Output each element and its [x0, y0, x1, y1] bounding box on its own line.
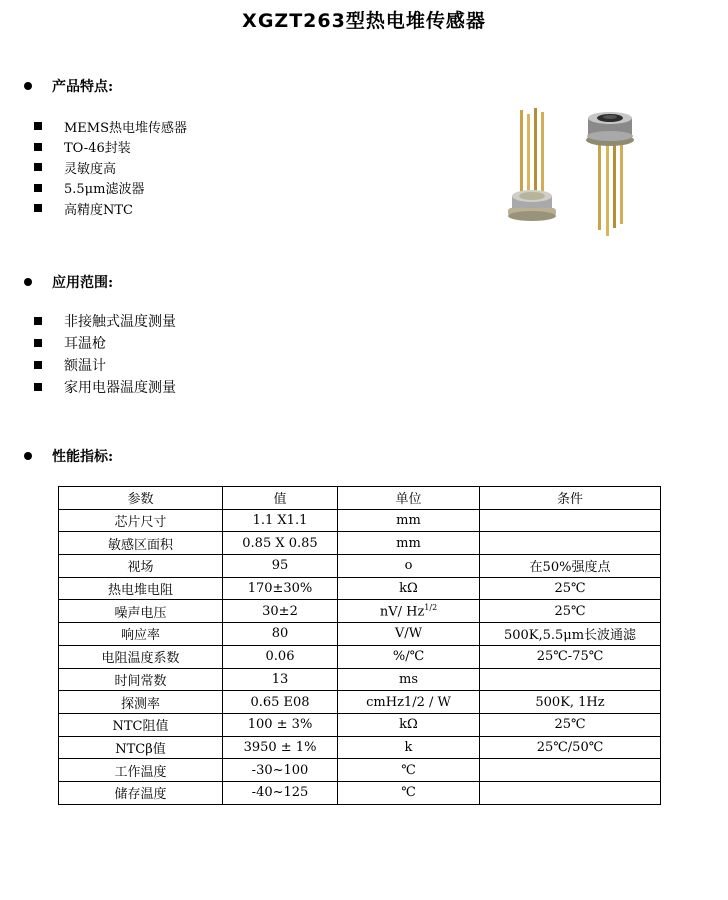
page-title: XGZT263型热电堆传感器	[242, 10, 486, 32]
header-cell: 条件	[480, 487, 661, 510]
cell-text: 视场	[127, 560, 154, 576]
square-bullet-icon	[34, 163, 42, 171]
applications-heading-label: 应用范围:	[52, 275, 114, 291]
cell-text: 95	[271, 558, 289, 574]
table-row	[59, 691, 661, 714]
list-item	[34, 310, 176, 332]
table-cell	[59, 668, 223, 691]
cell-text: 80	[271, 626, 289, 642]
list-item	[34, 157, 187, 178]
table-cell	[480, 713, 661, 736]
list-item	[34, 137, 187, 158]
table-row	[59, 736, 661, 759]
sensor-right-image	[586, 112, 634, 236]
cell-text: 25℃	[554, 581, 586, 597]
bullet-dot-icon	[24, 82, 32, 90]
table-cell	[480, 600, 661, 623]
table-cell	[338, 600, 480, 623]
list-item	[34, 116, 187, 137]
table-cell	[223, 577, 338, 600]
table-cell	[480, 555, 661, 578]
cell-text: 0.85 X 0.85	[242, 535, 318, 551]
applications-heading	[24, 272, 113, 292]
table-row	[59, 668, 661, 691]
cell-text: 3950 ± 1%	[243, 739, 317, 755]
table-cell	[223, 509, 338, 532]
cell-text: 100 ± 3%	[247, 717, 313, 733]
cell-text: 30±2	[262, 603, 298, 619]
cell-text: 170±30%	[247, 581, 313, 597]
cell-text: 25℃-75℃	[536, 649, 604, 665]
table-cell	[480, 623, 661, 646]
table-cell	[480, 691, 661, 714]
table-cell	[480, 736, 661, 759]
table-cell	[223, 668, 338, 691]
table-cell	[223, 713, 338, 736]
table-cell	[223, 759, 338, 782]
sensor-left-image	[508, 108, 556, 221]
table-cell	[59, 736, 223, 759]
table-cell	[338, 645, 480, 668]
cell-text: 在50%强度点	[529, 560, 611, 576]
table-row	[59, 623, 661, 646]
cell-text: 0.06	[265, 649, 295, 665]
cell-text: 探测率	[120, 696, 160, 712]
table-cell	[59, 691, 223, 714]
table-cell	[223, 623, 338, 646]
cell-text: nV/ Hz	[379, 604, 425, 620]
cell-text: NTC阻值	[112, 719, 169, 735]
table-cell	[480, 577, 661, 600]
cell-text: 0.65 E08	[250, 694, 310, 710]
table-cell	[223, 555, 338, 578]
list-item	[34, 354, 176, 376]
applications-list	[34, 310, 176, 398]
table-cell	[480, 781, 661, 804]
cell-text: 储存温度	[114, 787, 167, 803]
spec-table	[58, 486, 661, 805]
cell-text: cmHz1/2 / W	[366, 694, 451, 710]
cell-text: kΩ	[399, 581, 418, 597]
table-cell	[223, 600, 338, 623]
table-cell	[59, 759, 223, 782]
square-bullet-icon	[34, 184, 42, 192]
cell-text: 响应率	[120, 628, 160, 644]
table-cell	[338, 759, 480, 782]
cell-text: ms	[399, 671, 418, 687]
table-row	[59, 532, 661, 555]
cell-text: %/℃	[392, 649, 425, 665]
table-cell	[480, 645, 661, 668]
table-cell	[59, 555, 223, 578]
table-cell	[338, 577, 480, 600]
table-cell	[223, 781, 338, 804]
table-cell	[59, 532, 223, 555]
table-cell	[223, 645, 338, 668]
specs-heading	[24, 446, 113, 466]
table-cell	[59, 781, 223, 804]
cell-text: 工作温度	[114, 764, 167, 780]
application-text: 额温计	[64, 358, 106, 374]
features-heading-label: 产品特点:	[52, 79, 114, 95]
cell-text: 25℃	[554, 717, 586, 733]
spec-table-body	[59, 509, 661, 804]
cell-text: 敏感区面积	[107, 537, 173, 553]
unit-superscript: 1/2	[424, 603, 438, 613]
table-cell	[338, 736, 480, 759]
cell-text: -40~125	[251, 785, 309, 801]
cell-text: 25℃	[554, 603, 586, 619]
cell-text: 500K, 1Hz	[535, 694, 605, 710]
feature-text: 高精度NTC	[64, 202, 133, 218]
table-cell	[223, 736, 338, 759]
table-cell	[338, 555, 480, 578]
cell-text: o	[404, 558, 413, 574]
cell-text: 500K,5.5μm长波通滤	[503, 628, 637, 644]
specs-heading-label: 性能指标:	[52, 449, 114, 465]
header-cell: 值	[223, 487, 338, 510]
table-row	[59, 759, 661, 782]
list-item	[34, 198, 187, 219]
table-cell	[59, 645, 223, 668]
table-row	[59, 645, 661, 668]
square-bullet-icon	[34, 361, 42, 369]
table-row	[59, 713, 661, 736]
table-cell	[59, 713, 223, 736]
table-cell	[223, 532, 338, 555]
square-bullet-icon	[34, 122, 42, 130]
table-cell	[59, 509, 223, 532]
cell-text: 时间常数	[114, 673, 167, 689]
table-cell	[480, 759, 661, 782]
table-cell	[59, 600, 223, 623]
cell-text: 电阻温度系数	[101, 651, 180, 667]
cell-text: mm	[396, 513, 421, 529]
application-text: 非接触式温度测量	[64, 314, 176, 330]
square-bullet-icon	[34, 204, 42, 212]
table-row	[59, 577, 661, 600]
feature-text: 5.5μm滤波器	[64, 182, 145, 198]
cell-text: NTCβ值	[115, 741, 166, 757]
square-bullet-icon	[34, 317, 42, 325]
features-heading	[24, 76, 113, 96]
list-item	[34, 332, 176, 354]
table-cell	[338, 691, 480, 714]
cell-text: kΩ	[399, 717, 418, 733]
cell-text: -30~100	[251, 762, 309, 778]
feature-text: MEMS热电堆传感器	[64, 120, 188, 136]
list-item	[34, 376, 176, 398]
table-row	[59, 600, 661, 623]
table-cell	[480, 532, 661, 555]
cell-text: 1.1 X1.1	[252, 513, 308, 529]
table-cell	[59, 623, 223, 646]
table-cell	[480, 509, 661, 532]
cell-text: mm	[396, 535, 421, 551]
cell-text: 芯片尺寸	[114, 515, 167, 531]
list-item	[34, 178, 187, 199]
cell-text: 热电堆电阻	[107, 583, 173, 599]
table-cell	[338, 509, 480, 532]
feature-text: TO-46封装	[64, 141, 131, 157]
table-cell	[480, 668, 661, 691]
cell-text: V/W	[394, 626, 423, 642]
cell-text: ℃	[401, 785, 416, 801]
table-row	[59, 781, 661, 804]
cell-text: 噪声电压	[114, 605, 167, 621]
product-photo	[500, 100, 650, 240]
application-text: 家用电器温度测量	[64, 380, 176, 396]
table-cell	[338, 532, 480, 555]
cell-text: 13	[271, 671, 289, 687]
square-bullet-icon	[34, 383, 42, 391]
features-list	[34, 116, 187, 219]
table-cell	[338, 781, 480, 804]
table-row	[59, 555, 661, 578]
table-cell	[223, 691, 338, 714]
header-cell: 单位	[338, 487, 480, 510]
cell-text: k	[404, 739, 413, 755]
table-cell	[338, 713, 480, 736]
feature-text: 灵敏度高	[64, 161, 117, 177]
square-bullet-icon	[34, 339, 42, 347]
table-row	[59, 509, 661, 532]
table-cell	[338, 623, 480, 646]
application-text: 耳温枪	[64, 336, 106, 352]
table-header-row	[59, 487, 661, 510]
table-cell	[59, 577, 223, 600]
cell-text: 25℃/50℃	[536, 739, 604, 755]
square-bullet-icon	[34, 143, 42, 151]
header-cell: 参数	[59, 487, 223, 510]
bullet-dot-icon	[24, 278, 32, 286]
table-cell	[338, 668, 480, 691]
cell-text: ℃	[401, 762, 416, 778]
bullet-dot-icon	[24, 452, 32, 460]
